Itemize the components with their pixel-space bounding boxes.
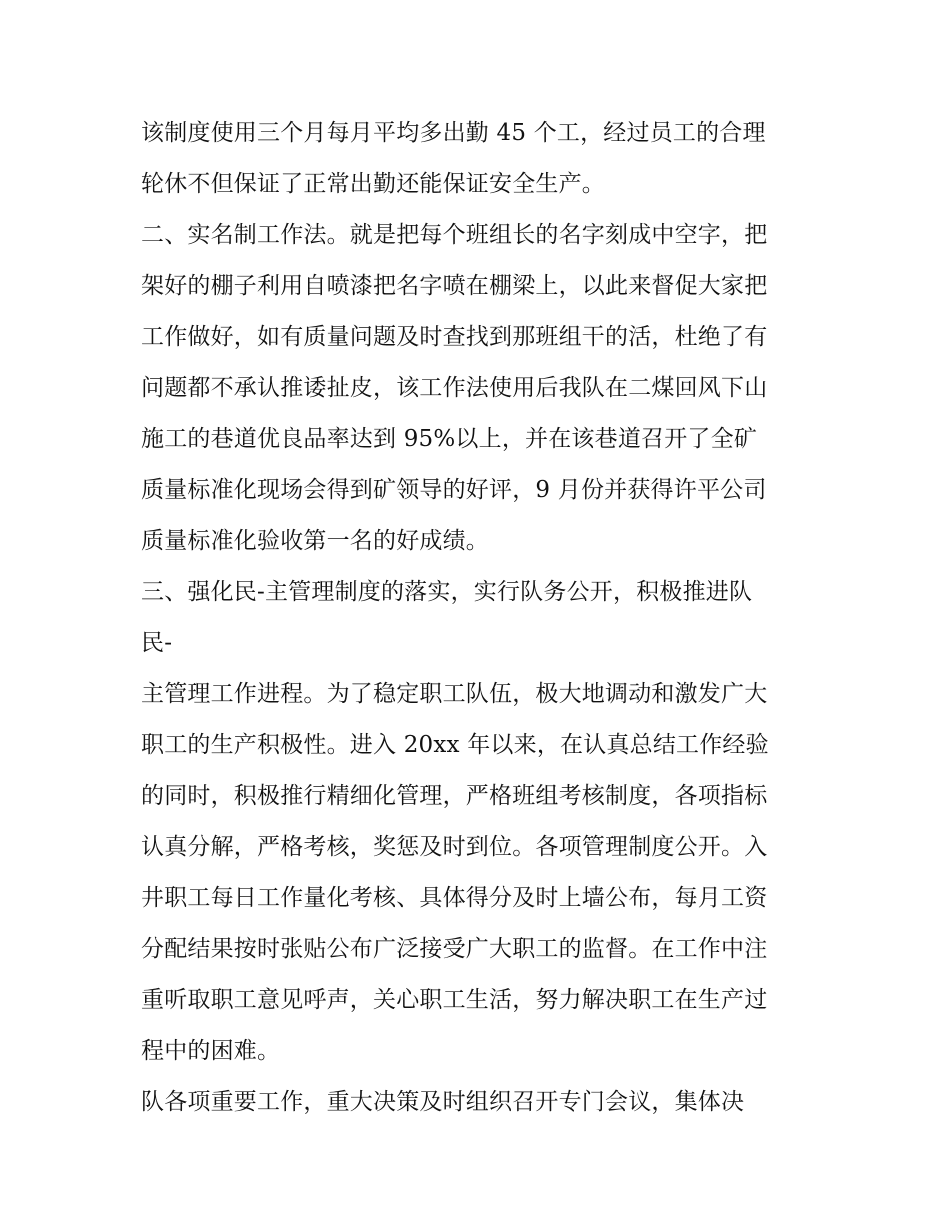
- text-line: 程中的困难。: [141, 1038, 281, 1064]
- text-line: 井职工每日工作量化考核、具体得分及时上墙公布，每月工资: [141, 885, 768, 911]
- text-line: 主管理工作进程。为了稳定职工队伍，极大地调动和激发广大: [141, 681, 768, 707]
- text-line: 的同时，积极推行精细化管理，严格班组考核制度，各项指标: [141, 783, 768, 809]
- text-line: 民-: [141, 630, 173, 656]
- text-line: 架好的棚子利用自喷漆把名字喷在棚梁上，以此来督促大家把: [141, 273, 768, 299]
- text-line: 队各项重要工作，重大决策及时组织召开专门会议，集体决: [141, 1089, 745, 1115]
- text-line: 三、强化民-主管理制度的落实，实行队务公开，积极推进队: [141, 579, 753, 605]
- text-line: 认真分解，严格考核，奖惩及时到位。各项管理制度公开。入: [141, 834, 768, 860]
- text-line: 质量标准化现场会得到矿领导的好评，9 月份并获得许平公司: [141, 477, 767, 503]
- text-line: 分配结果按时张贴公布广泛接受广大职工的监督。在工作中注: [141, 936, 768, 962]
- text-line: 施工的巷道优良品率达到 95%以上，并在该巷道召开了全矿: [141, 426, 758, 452]
- text-line: 重听取职工意见呼声，关心职工生活，努力解决职工在生产过: [141, 987, 768, 1013]
- text-line: 工作做好，如有质量问题及时查找到那班组干的活，杜绝了有: [141, 324, 768, 350]
- text-line: 二、实名制工作法。就是把每个班组长的名字刻成中空字，把: [141, 222, 768, 248]
- text-line: 轮休不但保证了正常出勤还能保证安全生产。: [141, 171, 605, 197]
- text-line: 职工的生产积极性。进入 20xx 年以来，在认真总结工作经验: [141, 732, 769, 758]
- text-line: 问题都不承认推诿扯皮，该工作法使用后我队在二煤回风下山: [141, 375, 768, 401]
- text-line: 该制度使用三个月每月平均多出勤 45 个工，经过员工的合理: [141, 120, 766, 146]
- text-line: 质量标准化验收第一名的好成绩。: [141, 528, 489, 554]
